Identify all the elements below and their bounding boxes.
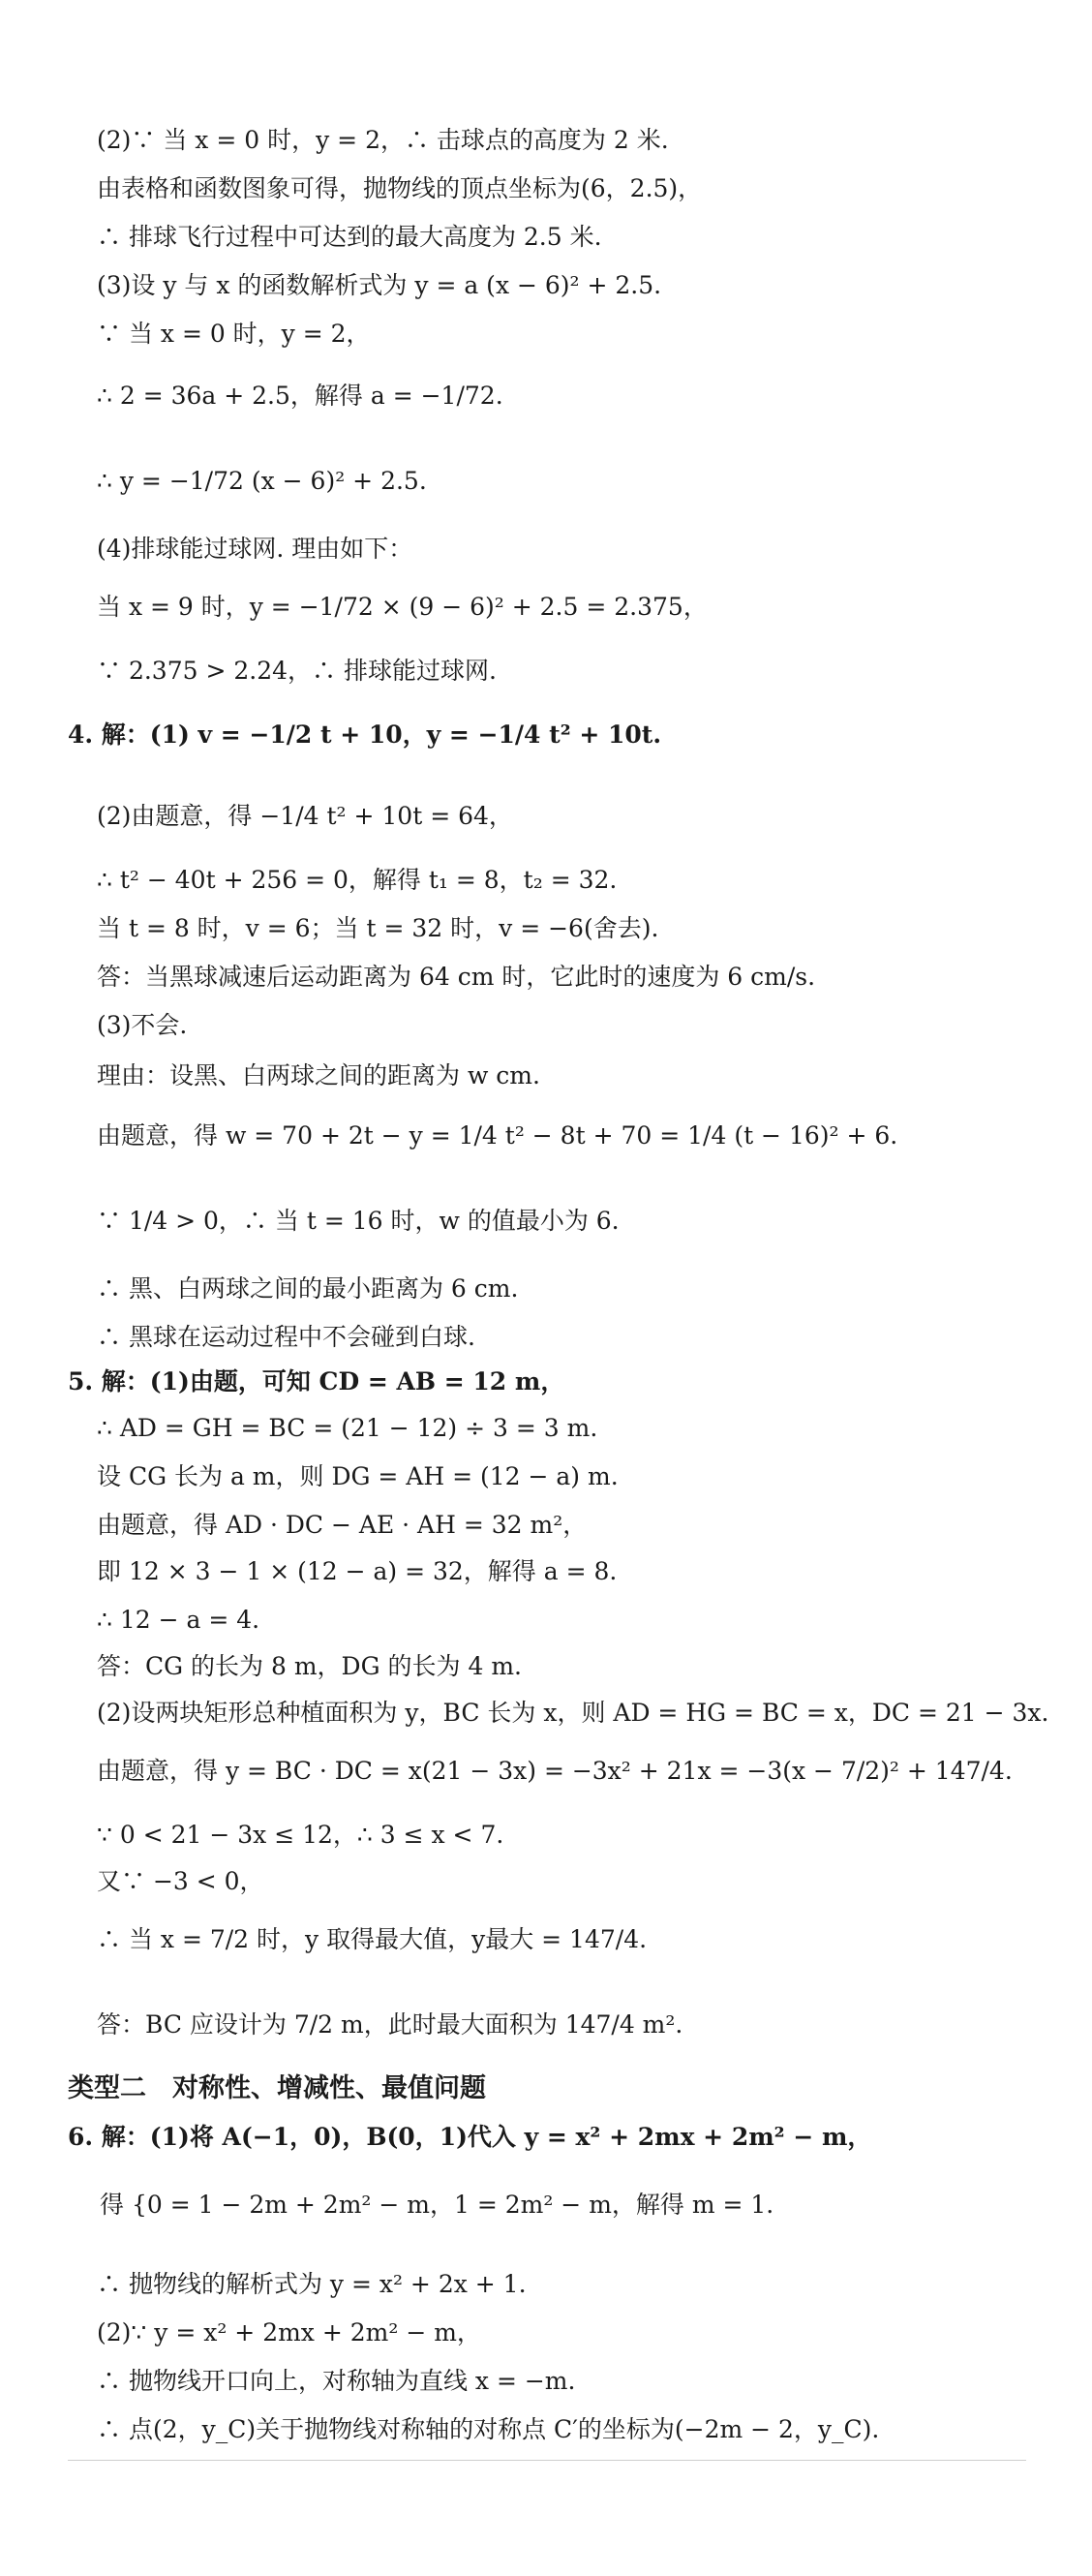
text-line: (2)设两块矩形总种植面积为 y，BC 长为 x，则 AD = HG = BC = x，DC = 21 − 3x.: [97, 1699, 1049, 1727]
text-line: ∴ 黑、白两球之间的最小距离为 6 cm.: [97, 1274, 519, 1303]
text-line: 得 {0 = 1 − 2m + 2m² − m，1 = 2m² − m，解得 m = 1.: [100, 2191, 774, 2219]
text-line: 当 t = 8 时，v = 6；当 t = 32 时，v = −6(舍去).: [97, 914, 659, 942]
text-line: ∵ 2.375 > 2.24，∴ 排球能过球网.: [97, 657, 497, 685]
bottom-rule: [68, 2460, 1026, 2461]
problem-5-heading: 5. 解：(1)由题，可知 CD = AB = 12 m，: [68, 1367, 565, 1395]
text-line: (4)排球能过球网. 理由如下：: [97, 535, 413, 563]
text-line: ∴ 12 − a = 4.: [97, 1606, 260, 1634]
text-line: 由题意，得 AD · DC − AE · AH = 32 m²，: [97, 1511, 588, 1539]
text-line: 答：BC 应设计为 7/2 m，此时最大面积为 147/4 m².: [97, 2010, 683, 2039]
text-line: ∴ 抛物线的解析式为 y = x² + 2x + 1.: [97, 2270, 527, 2298]
text-line: ∵ 0 < 21 − 3x ≤ 12，∴ 3 ≤ x < 7.: [97, 1821, 504, 1849]
text-line: ∴ AD = GH = BC = (21 − 12) ÷ 3 = 3 m.: [97, 1414, 598, 1442]
section-heading: 类型二 对称性、增减性、最值问题: [68, 2073, 486, 2103]
text-line: ∴ 黑球在运动过程中不会碰到白球.: [97, 1323, 475, 1351]
text-line: 由表格和函数图象可得，抛物线的顶点坐标为(6，2.5)，: [97, 174, 703, 202]
text-line: ∴ 当 x = 7/2 时，y 取得最大值，y最大 = 147/4.: [97, 1925, 648, 1953]
text-line: ∵ 当 x = 0 时，y = 2，: [97, 320, 371, 348]
text-line: (2)由题意，得 −1/4 t² + 10t = 64，: [97, 802, 513, 830]
problem-4-heading: 4. 解：(1) v = −1/2 t + 10，y = −1/4 t² + 10t.: [68, 721, 662, 749]
text-line: (3)设 y 与 x 的函数解析式为 y = a (x − 6)² + 2.5.: [97, 271, 662, 299]
text-line: (3)不会.: [97, 1011, 188, 1039]
text-line: ∵ 1/4 > 0，∴ 当 t = 16 时，w 的值最小为 6.: [97, 1207, 620, 1235]
text-line: ∴ y = −1/72 (x − 6)² + 2.5.: [97, 467, 427, 495]
text-line: 理由：设黑、白两球之间的距离为 w cm.: [97, 1061, 540, 1089]
problem-6-heading: 6. 解：(1)将 A(−1，0)，B(0，1)代入 y = x² + 2mx + 2m² − m，: [68, 2123, 872, 2151]
text-line: 由题意，得 w = 70 + 2t − y = 1/4 t² − 8t + 70 = 1/4 (t − 16)² + 6.: [97, 1121, 898, 1150]
text-line: (2)∵ 当 x = 0 时，y = 2，∴ 击球点的高度为 2 米.: [97, 126, 669, 154]
text-line: ∴ 2 = 36a + 2.5，解得 a = −1/72.: [97, 382, 503, 410]
text-line: 又∵ −3 < 0，: [97, 1867, 264, 1895]
text-line: 当 x = 9 时，y = −1/72 × (9 − 6)² + 2.5 = 2.375，: [97, 593, 708, 621]
text-line: ∴ 排球飞行过程中可达到的最大高度为 2.5 米.: [97, 223, 602, 251]
text-line: 设 CG 长为 a m，则 DG = AH = (12 − a) m.: [97, 1462, 619, 1490]
text-line: 答：当黑球减速后运动距离为 64 cm 时，它此时的速度为 6 cm/s.: [97, 963, 816, 991]
text-line: 由题意，得 y = BC · DC = x(21 − 3x) = −3x² + 21x = −3(x − 7/2)² + 147/4.: [97, 1757, 1013, 1785]
text-line: ∴ t² − 40t + 256 = 0，解得 t₁ = 8，t₂ = 32.: [97, 866, 618, 894]
text-line: 即 12 × 3 − 1 × (12 − a) = 32，解得 a = 8.: [97, 1557, 618, 1585]
text-line: ∴ 点(2，y_C)关于抛物线对称轴的对称点 C′的坐标为(−2m − 2，y_C).: [97, 2415, 880, 2443]
text-line: 答：CG 的长为 8 m，DG 的长为 4 m.: [97, 1652, 522, 1680]
text-line: (2)∵ y = x² + 2mx + 2m² − m，: [97, 2318, 481, 2346]
text-line: ∴ 抛物线开口向上，对称轴为直线 x = −m.: [97, 2367, 576, 2395]
